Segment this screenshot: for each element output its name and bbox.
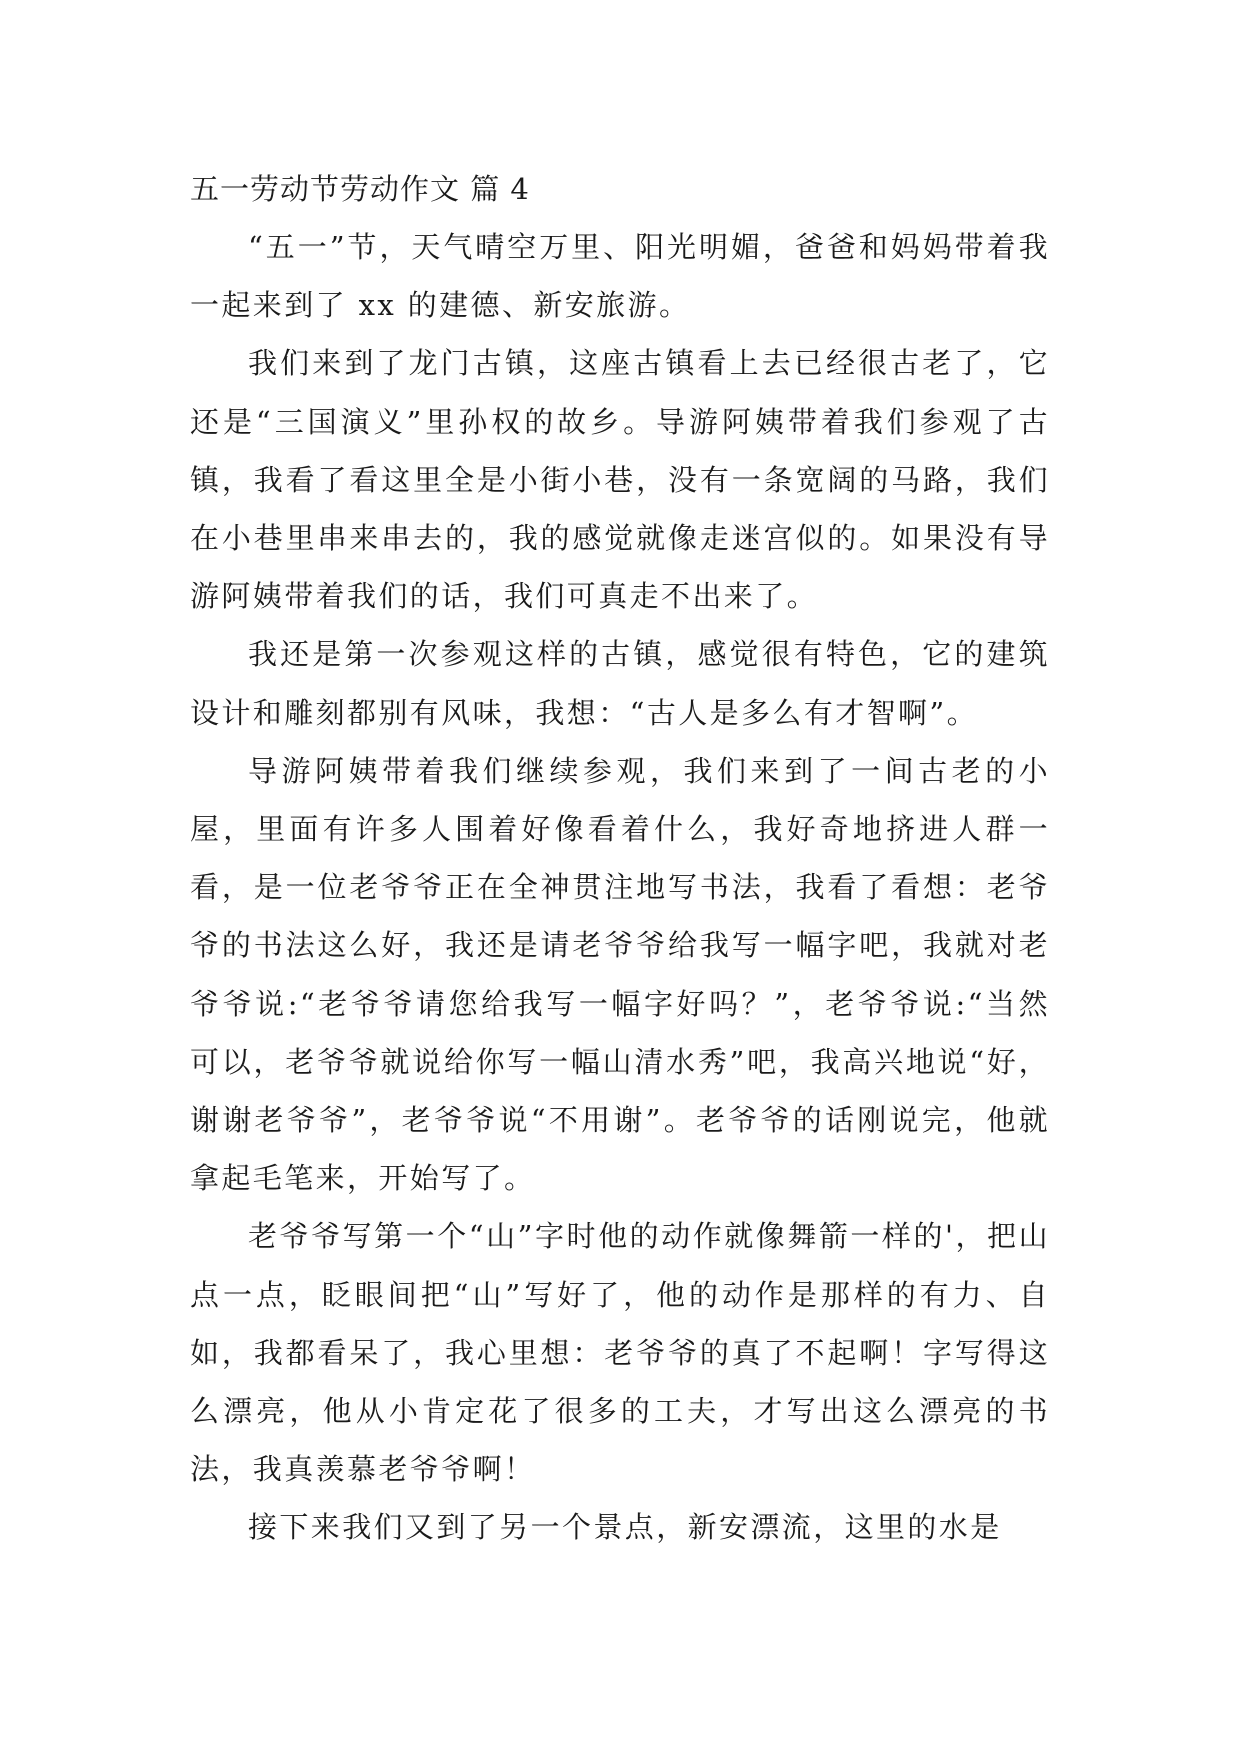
paragraph-6: 接下来我们又到了另一个景点，新安漂流，这里的水是 [248,1510,1002,1545]
document-page [190,160,1050,1557]
paragraph-1: “五一”节，天气晴空万里、阳光明媚，爸爸和妈妈带着我一起来到了 xx 的建德、新安旅游。 [190,230,1050,323]
document-title: 五一劳动节劳动作文 篇 4 [190,172,530,206]
paragraph-2: 我们来到了龙门古镇，这座古镇看上去已经很古老了，它还是“三国演义”里孙权的故乡。导游阿姨带着我们参观了古镇，我看了看这里全是小街小巷，没有一条宽阔的马路，我们在小巷里串来串去的，我的感觉就像走迷宫似的。如果没有导游阿姨带着我们的话，我们可真走不出来了。 [190,346,1050,614]
paragraph-5: 老爷爷写第一个“山”字时他的动作就像舞箭一样的'，把山点一点，眨眼间把“山”写好了，他的动作是那样的有力、自如，我都看呆了，我心里想：老爷爷的真了不起啊！字写得这么漂亮，他从小肯定花了很多的工夫，才写出这么漂亮的书法，我真羡慕老爷爷啊！ [190,1219,1050,1487]
paragraph-4: 导游阿姨带着我们继续参观，我们来到了一间古老的小屋，里面有许多人围着好像看着什么，我好奇地挤进人群一看，是一位老爷爷正在全神贯注地写书法，我看了看想：老爷爷的书法这么好，我还是请老爷爷给我写一幅字吧，我就对老爷爷说:“老爷爷请您给我写一幅字好吗？”，老爷爷说:“当然可以，老爷爷就说给你写一幅山清水秀”吧，我高兴地说“好，谢谢老爷爷”，老爷爷说“不用谢”。老爷爷的话刚说完，他就拿起毛笔来，开始写了。 [190,753,1050,1196]
paragraph-3: 我还是第一次参观这样的古镇，感觉很有特色，它的建筑设计和雕刻都别有风味，我想：“古人是多么有才智啊”。 [190,637,1050,730]
